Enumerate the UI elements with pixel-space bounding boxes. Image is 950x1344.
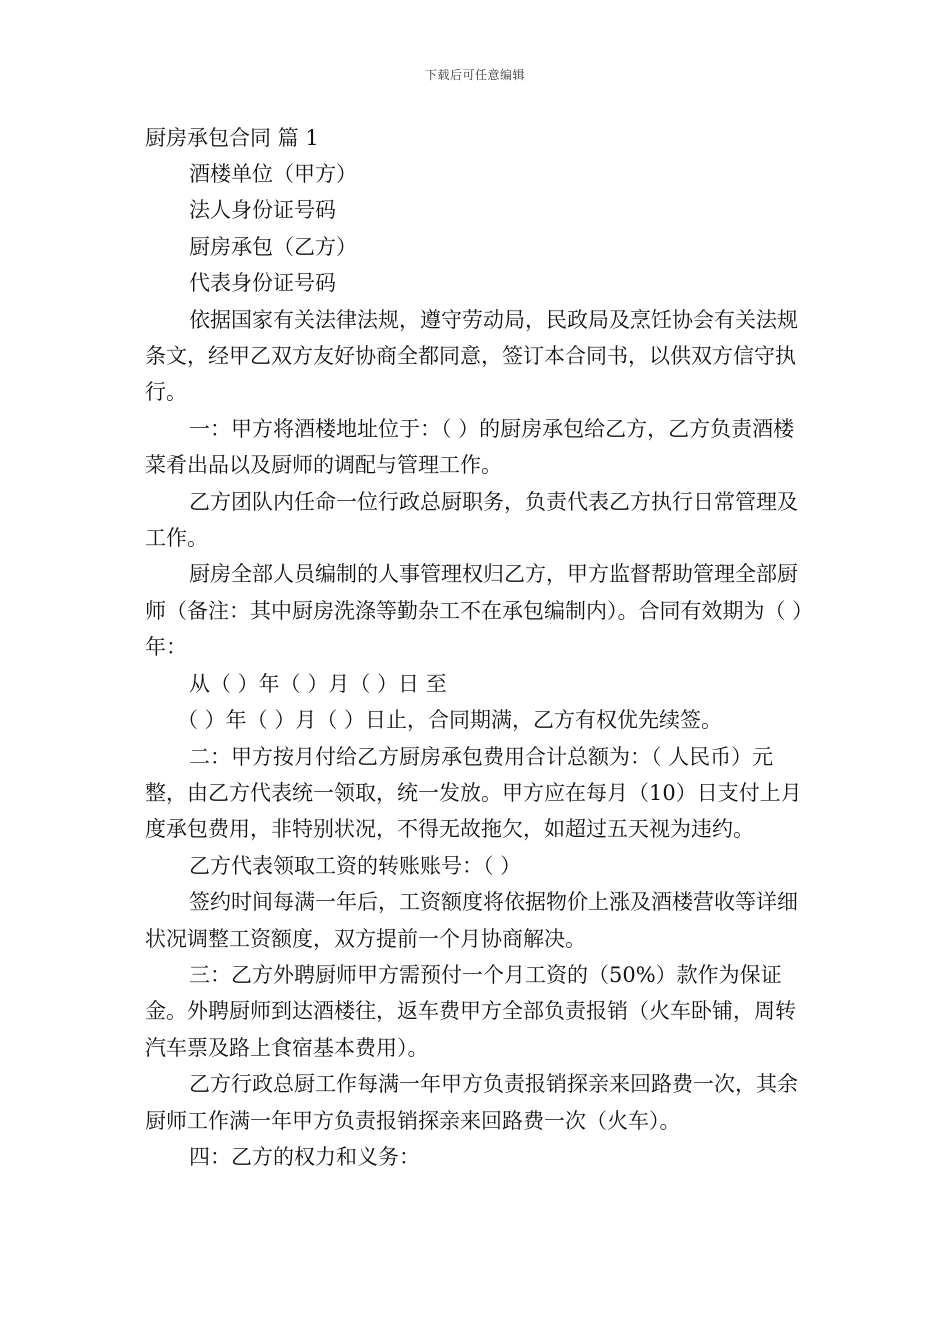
paragraph-clause-4: 四：乙方的权力和义务： xyxy=(189,1144,420,1169)
paragraph-party-b-id: 代表身份证号码 xyxy=(189,271,336,296)
paragraph-staff-management: 厨房全部人员编制的人事管理权归乙方，甲方监督帮助管理全部厨师（备注：其中厨房洗涤等勤杂工不在承包编制内）。合同有效期为（ ） 年： xyxy=(145,562,814,660)
paragraph-clause-1: 一：甲方将酒楼地址位于：（ ）的厨房承包给乙方，乙方负责酒楼菜肴出品以及厨师的调配与管理工作。 xyxy=(145,416,795,478)
paragraph-term-end: （ ）年（ ）月（ ）日止，合同期满，乙方有权优先续签。 xyxy=(177,708,723,733)
paragraph-party-b: 厨房承包（乙方） xyxy=(189,234,357,259)
document-body xyxy=(145,120,815,1175)
paragraph-clause-3: 三：乙方外聘厨师甲方需预付一个月工资的（50%）款作为保证金。外聘厨师到达酒楼往，返车费甲方全部负责报销（火车卧铺，周转汽车票及路上食宿基本费用）。 xyxy=(145,962,796,1060)
paragraph-term-start: 从（ ）年（ ）月（ ）日 至 xyxy=(189,671,447,696)
paragraph-clause-2: 二：甲方按月付给乙方厨房承包费用合计总额为：（ 人民币）元整，由乙方代表统一领取，统一发放。甲方应在每月（10）日支付上月度承包费用，非特别状况，不得无故拖欠，如超过五天视为违约。 xyxy=(145,744,802,842)
paragraph-salary-adjustment: 签约时间每满一年后，工资额度将依据物价上涨及酒楼营收等详细状况调整工资额度，双方提前一个月协商解决。 xyxy=(145,890,798,951)
paragraph-travel-reimbursement: 乙方行政总厨工作每满一年甲方负责报销探亲来回路费一次，其余厨师工作满一年甲方负责报销探亲来回路费一次（火车）。 xyxy=(145,1072,798,1133)
page-header: 下载后可任意编辑 xyxy=(424,68,525,82)
paragraph-party-a-id: 法人身份证号码 xyxy=(189,198,336,223)
document-title: 厨房承包合同 篇 1 xyxy=(145,126,319,150)
paragraph-party-a: 酒楼单位（甲方） xyxy=(189,162,357,186)
paragraph-preamble: 依据国家有关法律法规，遵守劳动局，民政局及烹饪协会有关法规条文，经甲乙双方友好协商全都同意，签订本合同书，以供双方信守执行。 xyxy=(145,307,798,405)
paragraph-head-chef: 乙方团队内任命一位行政总厨职务，负责代表乙方执行日常管理及工作。 xyxy=(145,489,798,551)
paragraph-bank-account: 乙方代表领取工资的转账账号：（ ） xyxy=(189,853,522,878)
